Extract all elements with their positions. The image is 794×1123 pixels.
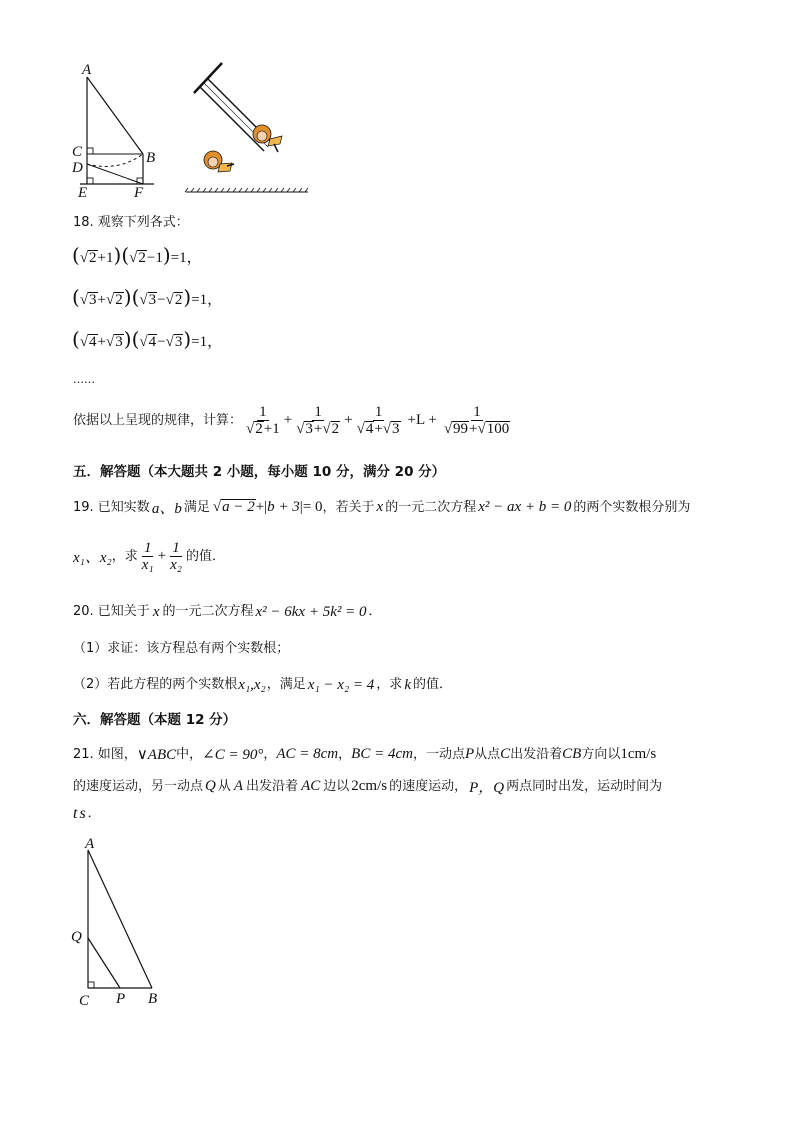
q18-ellipsis: ……: [73, 373, 95, 386]
label-P: P: [116, 991, 126, 1007]
label-C: C: [72, 144, 83, 160]
q18-eq1: ( √ 2 +1)( √ 2 −1)=1，: [72, 243, 202, 267]
q20-line1: 20. 已知关于 x 的一元二次方程 x² − 6kx + 5k² = 0 ．: [73, 603, 382, 620]
label-Q: Q: [71, 929, 82, 945]
label-F: F: [134, 185, 144, 200]
section-5-heading: 五．解答题（本大题共 2 小题，每小题 10 分，满分 20 分）: [73, 464, 446, 480]
sum-term-2: 1 √ 3 + √ 2: [296, 404, 340, 437]
q21-line2: 的速度运动，另一动点 Q 从 A 出发沿着 AC 边以 2cm/s 的速度运动， P，Q 两点同时出发，运动时间为: [73, 778, 663, 796]
q18-intro: 18. 观察下列各式：: [73, 215, 189, 230]
label-B: B: [146, 150, 156, 166]
cartoon-person-icon: [253, 125, 282, 152]
q18-eq2: ( √ 3 + √ 2 )( √ 3 − √ 2 )=1，: [72, 285, 223, 309]
sum-term-3: 1 √ 4 + √ 3: [356, 404, 400, 437]
q20-part1: （1）求证：该方程总有两个实数根；: [73, 641, 290, 656]
sum-term-last: 1 √ 99 + √ 100: [443, 404, 510, 437]
q18-eq3: ( √ 4 + √ 3 )( √ 4 − √ 3 )=1，: [72, 327, 223, 351]
q19-line2: x₁、x₂ ，求 $\frac{1}{\text{x₁}}$ + $\frac{1}{\text{x₂}}$ 的值．: [73, 540, 225, 573]
q21-line3: ts ．: [73, 805, 101, 822]
cartoon-person-icon: [204, 151, 234, 172]
label-E: E: [78, 185, 88, 200]
label-D: D: [72, 160, 83, 176]
triangle-diagram: [62, 835, 172, 1015]
label-A: A: [82, 62, 92, 78]
q18-task: 依据以上呈现的规律，计算： 1 √ 2 +1 + 1 √ 3 + √ 2 + 1 √ 4 + √ 3 +L + 1 √ 99 + √ 100: [73, 404, 514, 437]
label-C: C: [79, 993, 90, 1009]
label-A: A: [85, 836, 95, 852]
ladder-diagram: [68, 60, 168, 200]
section-6-heading: 六．解答题（本题 12 分）: [73, 712, 237, 728]
q20-part2: （2）若此方程的两个实数根 x₁,x₂ ，满足 x₁ − x₂ = 4 ，求 k 的值．: [73, 676, 452, 693]
q19-line1: 19. 已知实数 a、b 满足 √ a − 2 +|b + 3|= 0 ，若关于 x 的一元二次方程 x² − ax + b = 0 的两个实数根分别为: [73, 499, 691, 517]
q21-line1: 21. 如图， ∨ABC 中， ∠C = 90° ， AC = 8cm ， BC = 4cm ，一动点 P 从点 C 出发沿着 CB 方向以 1cm/s: [73, 746, 657, 763]
label-B: B: [148, 991, 158, 1007]
ladder-cartoon-illustration: [180, 60, 315, 200]
sum-term-1: 1 √ 2 +1: [246, 404, 280, 437]
